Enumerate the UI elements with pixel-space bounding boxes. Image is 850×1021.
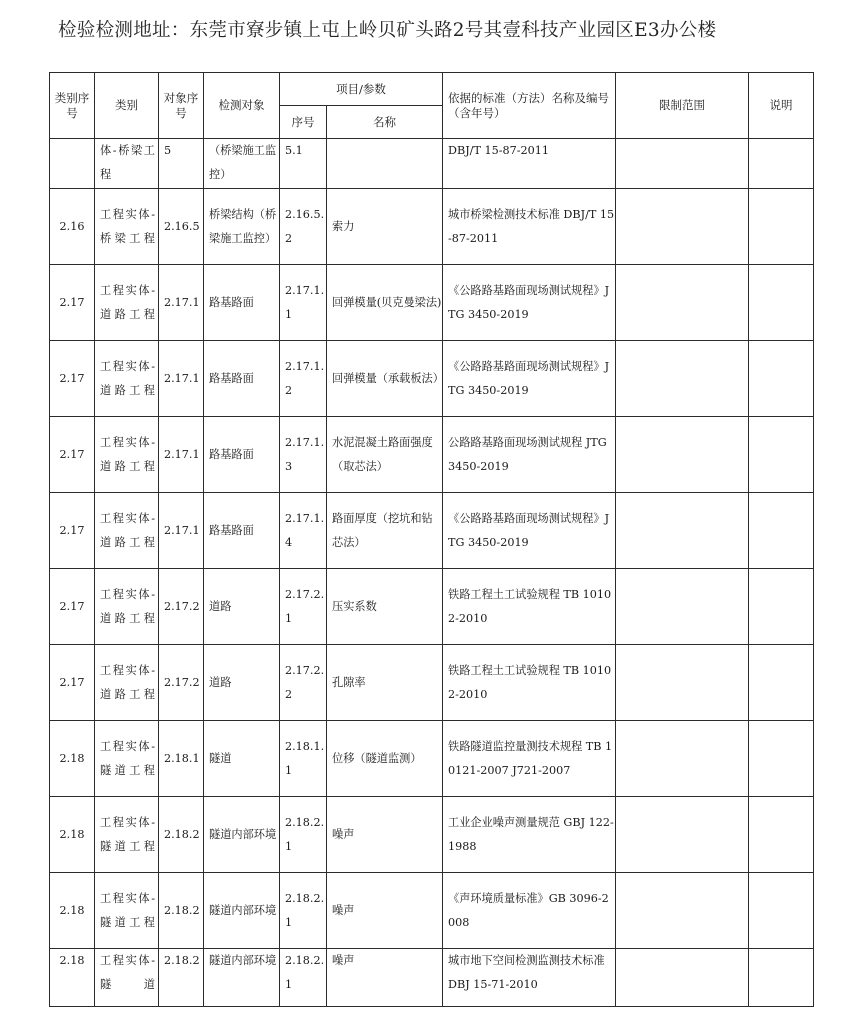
cell-param-name: 孔隙率 [327, 645, 443, 721]
cell-obj-no: 2.17.1 [159, 265, 204, 341]
cell-cat-no: 2.17 [50, 645, 95, 721]
cell-cat-no [50, 139, 95, 189]
cell-limit [616, 417, 749, 493]
header-param-group: 项目/参数 [280, 73, 443, 106]
cell-cat-no: 2.18 [50, 949, 95, 1007]
cell-limit [616, 569, 749, 645]
cell-limit [616, 139, 749, 189]
cell-category: 工程实体-道路工程 [95, 645, 159, 721]
header-limit: 限制范围 [616, 73, 749, 139]
cell-category: 工程实体-道路工程 [95, 265, 159, 341]
cell-param-name: 回弹模量（承载板法） [327, 341, 443, 417]
cell-obj-no: 2.17.2 [159, 645, 204, 721]
cell-cat-no: 2.17 [50, 265, 95, 341]
cell-standard: 《公路路基路面现场测试规程》JTG 3450-2019 [443, 493, 616, 569]
cell-cat-no: 2.18 [50, 873, 95, 949]
cell-object: 路基路面 [204, 341, 280, 417]
table-row [50, 721, 814, 797]
cell-param-name: 位移（隧道监测） [327, 721, 443, 797]
cell-param-name: 索力 [327, 189, 443, 265]
table-row [50, 569, 814, 645]
cell-category: 工程实体-隧道工程 [95, 721, 159, 797]
cell-category: 工程实体-桥梁工程 [95, 189, 159, 265]
cell-param-no: 2.18.2.1 [280, 873, 327, 949]
header-param-no: 序号 [280, 106, 327, 139]
table-row [50, 341, 814, 417]
cell-note [749, 797, 814, 873]
header-standard: 依据的标准（方法）名称及编号（含年号） [443, 73, 616, 139]
cell-object: 隧道 [204, 721, 280, 797]
cell-object: 路基路面 [204, 417, 280, 493]
cell-object: 隧道内部环境 [204, 797, 280, 873]
cell-object: （桥梁施工监控） [204, 139, 280, 189]
cell-object: 路基路面 [204, 265, 280, 341]
cell-category: 工程实体-道路工程 [95, 341, 159, 417]
cell-cat-no: 2.17 [50, 417, 95, 493]
cell-standard: 城市地下空间检测监测技术标准 DBJ 15-71-2010 [443, 949, 616, 1007]
cell-object: 道路 [204, 645, 280, 721]
cell-limit [616, 873, 749, 949]
cell-param-no: 2.17.1.3 [280, 417, 327, 493]
cell-note [749, 493, 814, 569]
cell-cat-no: 2.17 [50, 569, 95, 645]
header-note: 说明 [749, 73, 814, 139]
cell-note [749, 265, 814, 341]
cell-limit [616, 797, 749, 873]
header-obj-no: 对象序号 [159, 73, 204, 139]
cell-param-no: 2.16.5.2 [280, 189, 327, 265]
cell-obj-no: 2.17.1 [159, 417, 204, 493]
table-body [50, 139, 814, 1007]
table-header [50, 73, 814, 139]
cell-category: 工程实体-隧道 [95, 949, 159, 1007]
cell-note [749, 417, 814, 493]
cell-note [749, 139, 814, 189]
cell-category: 体-桥梁工程 [95, 139, 159, 189]
cell-limit [616, 645, 749, 721]
cell-param-name: 噪声 [327, 949, 443, 1007]
cell-standard: 《声环境质量标准》GB 3096-2008 [443, 873, 616, 949]
cell-param-no: 2.18.2.1 [280, 797, 327, 873]
cell-limit [616, 721, 749, 797]
cell-obj-no: 2.17.2 [159, 569, 204, 645]
cell-category: 工程实体-道路工程 [95, 493, 159, 569]
cell-limit [616, 493, 749, 569]
cell-standard: 公路路基路面现场测试规程 JTG 3450-2019 [443, 417, 616, 493]
cell-object: 隧道内部环境 [204, 873, 280, 949]
cell-param-name: 路面厚度（挖坑和钻芯法） [327, 493, 443, 569]
cell-param-no: 2.17.1.1 [280, 265, 327, 341]
cell-object: 桥梁结构（桥梁施工监控） [204, 189, 280, 265]
cell-param-name: 压实系数 [327, 569, 443, 645]
cell-category: 工程实体-道路工程 [95, 569, 159, 645]
cell-param-no: 2.17.2.2 [280, 645, 327, 721]
cell-category: 工程实体-道路工程 [95, 417, 159, 493]
cell-object: 路基路面 [204, 493, 280, 569]
cell-limit [616, 341, 749, 417]
inspection-scope-table [49, 72, 814, 1007]
cell-cat-no: 2.17 [50, 341, 95, 417]
cell-standard: DBJ/T 15-87-2011 [443, 139, 616, 189]
cell-param-name: 水泥混凝土路面强度（取芯法） [327, 417, 443, 493]
cell-note [749, 645, 814, 721]
table-row [50, 417, 814, 493]
cell-param-name [327, 139, 443, 189]
cell-limit [616, 189, 749, 265]
cell-obj-no: 2.18.2 [159, 797, 204, 873]
table-row [50, 189, 814, 265]
cell-standard: 城市桥梁检测技术标准 DBJ/T 15-87-2011 [443, 189, 616, 265]
cell-standard: 《公路路基路面现场测试规程》JTG 3450-2019 [443, 265, 616, 341]
cell-standard: 工业企业噪声测量规范 GBJ 122-1988 [443, 797, 616, 873]
cell-category: 工程实体-隧道工程 [95, 797, 159, 873]
cell-param-no: 2.17.1.2 [280, 341, 327, 417]
cell-category: 工程实体-隧道工程 [95, 873, 159, 949]
cell-param-no: 2.17.1.4 [280, 493, 327, 569]
cell-obj-no: 2.17.1 [159, 493, 204, 569]
cell-param-name: 回弹模量(贝克曼梁法) [327, 265, 443, 341]
cell-param-no: 2.18.1.1 [280, 721, 327, 797]
cell-limit [616, 949, 749, 1007]
cell-cat-no: 2.17 [50, 493, 95, 569]
cell-param-no: 2.17.2.1 [280, 569, 327, 645]
cell-limit [616, 265, 749, 341]
cell-param-no: 5.1 [280, 139, 327, 189]
cell-standard: 铁路工程土工试验规程 TB 10102-2010 [443, 645, 616, 721]
cell-object: 道路 [204, 569, 280, 645]
cell-obj-no: 2.17.1 [159, 341, 204, 417]
cell-obj-no: 2.18.2 [159, 949, 204, 1007]
cell-obj-no: 2.18.2 [159, 873, 204, 949]
table-row [50, 797, 814, 873]
cell-cat-no: 2.16 [50, 189, 95, 265]
cell-obj-no: 2.16.5 [159, 189, 204, 265]
header-object: 检测对象 [204, 73, 280, 139]
header-param-name: 名称 [327, 106, 443, 139]
table-row [50, 265, 814, 341]
cell-obj-no: 5 [159, 139, 204, 189]
cell-standard: 铁路工程土工试验规程 TB 10102-2010 [443, 569, 616, 645]
table-row [50, 493, 814, 569]
cell-note [749, 949, 814, 1007]
cell-cat-no: 2.18 [50, 797, 95, 873]
cell-standard: 《公路路基路面现场测试规程》JTG 3450-2019 [443, 341, 616, 417]
header-category: 类别 [95, 73, 159, 139]
cell-cat-no: 2.18 [50, 721, 95, 797]
cell-param-name: 噪声 [327, 873, 443, 949]
header-cat-no: 类别序号 [50, 73, 95, 139]
table-row [50, 949, 814, 1007]
cell-param-no: 2.18.2.1 [280, 949, 327, 1007]
cell-note [749, 341, 814, 417]
inspection-address: 检验检测地址：东莞市寮步镇上屯上岭贝矿头路2号其壹科技产业园区E3办公楼 [58, 20, 717, 41]
cell-note [749, 569, 814, 645]
cell-note [749, 721, 814, 797]
cell-note [749, 189, 814, 265]
cell-param-name: 噪声 [327, 797, 443, 873]
table-row [50, 873, 814, 949]
cell-object: 隧道内部环境 [204, 949, 280, 1007]
table-row [50, 139, 814, 189]
cell-obj-no: 2.18.1 [159, 721, 204, 797]
cell-standard: 铁路隧道监控量测技术规程 TB 10121-2007 J721-2007 [443, 721, 616, 797]
cell-note [749, 873, 814, 949]
table-row [50, 645, 814, 721]
